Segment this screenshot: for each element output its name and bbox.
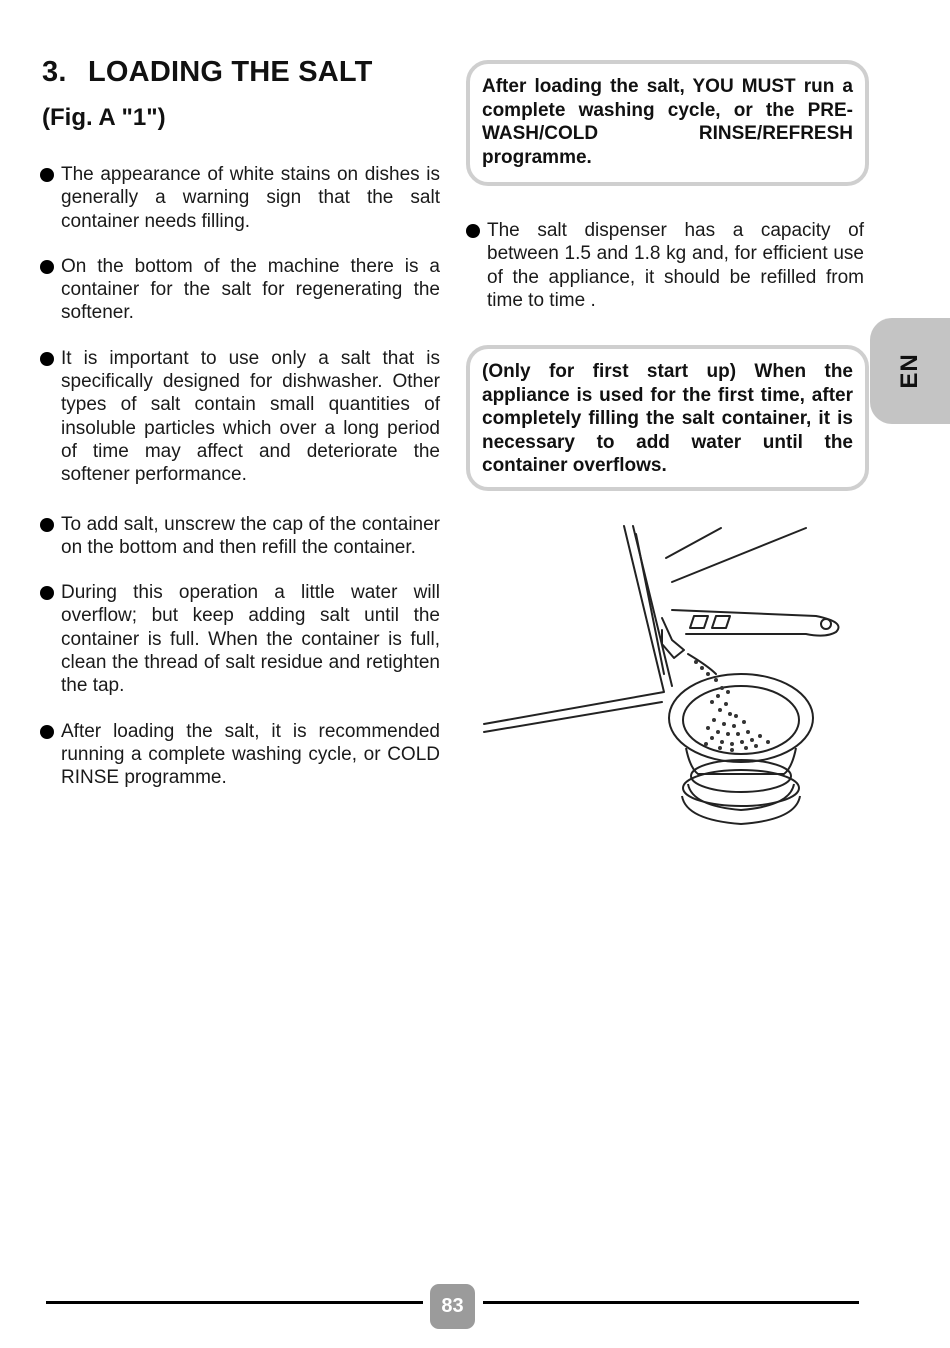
footer-rule-left <box>46 1301 423 1304</box>
bullet-dot-icon <box>40 586 54 600</box>
salt-container <box>669 674 813 824</box>
left-bullet-list <box>40 163 440 812</box>
right-bullet-list <box>466 219 864 334</box>
list-item-text: It is important to use only a salt that is specifically designed for dishwasher. Other types of salt contain small quantities of insoluble particles which over a long period of time may affect and deteriorate the softener performance. <box>61 347 440 486</box>
list-item <box>466 219 864 312</box>
list-item <box>40 163 440 233</box>
list-item <box>40 513 440 560</box>
bullet-dot-icon <box>40 518 54 532</box>
bullet-dot-icon <box>40 725 54 739</box>
list-item-text: After loading the salt, it is recommended running a complete washing cycle, or COLD RINSE programme. <box>61 720 440 789</box>
bullet-dot-icon <box>40 168 54 182</box>
list-item <box>40 581 440 697</box>
list-item-text: To add salt, unscrew the cap of the container on the bottom and then refill the container. <box>61 513 440 558</box>
list-item <box>40 720 440 790</box>
bullet-dot-icon <box>466 224 480 238</box>
funnel-outline <box>484 526 664 724</box>
must-run-cycle-note: After loading the salt, YOU MUST run a complete washing cycle, or the PRE-WASH/COLD RINSE/REFRESH programme. <box>466 60 869 186</box>
page-number: 83 <box>430 1284 475 1329</box>
first-start-up-note: (Only for first start up) When the appliance is used for the first time, after completely filling the salt container, it is necessary to add water until the container overflows. <box>466 345 869 491</box>
list-item <box>40 255 440 325</box>
section-title-text: LOADING THE SALT <box>88 56 373 88</box>
salt-loading-illustration <box>476 520 856 830</box>
figure-reference: (Fig. A "1") <box>42 104 166 131</box>
section-title <box>42 56 373 89</box>
language-tab <box>870 318 950 424</box>
list-item-text: On the bottom of the machine there is a container for the salt for regenerating the softener. <box>61 255 440 324</box>
list-item-text: The appearance of white stains on dishes is generally a warning sign that the salt container needs filling. <box>61 164 440 232</box>
section-number: 3. <box>42 56 67 88</box>
list-item-text: The salt dispenser has a capacity of between 1.5 and 1.8 kg and, for efficient use of the appliance, it should be refilled from time to time . <box>487 220 864 311</box>
language-tab-label: EN <box>896 353 923 389</box>
salt-chute <box>662 618 684 658</box>
bullet-dot-icon <box>40 352 54 366</box>
list-item <box>40 347 440 487</box>
bullet-dot-icon <box>40 260 54 274</box>
list-item-text: During this operation a little water will overflow; but keep adding salt until the container is full. When the container is full, clean the thread of salt residue and retighten the tap. <box>61 582 440 697</box>
footer-rule-right <box>483 1301 859 1304</box>
